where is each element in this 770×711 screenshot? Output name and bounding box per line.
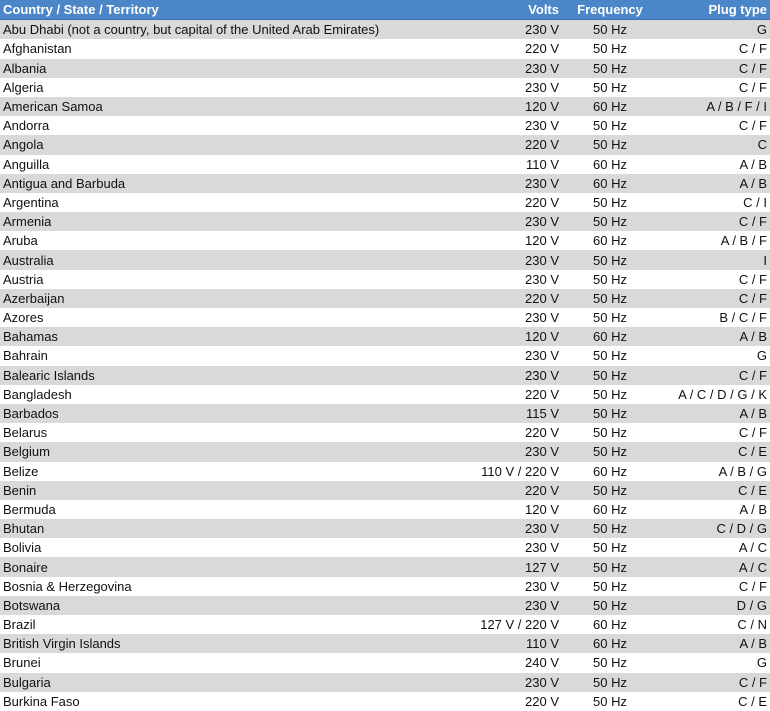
cell-volts[interactable]: 240 V — [470, 653, 562, 672]
cell-frequency[interactable]: 60 Hz — [562, 97, 658, 116]
cell-country[interactable]: Argentina — [0, 193, 470, 212]
cell-frequency[interactable]: 50 Hz — [562, 596, 658, 615]
cell-country[interactable]: Angola — [0, 135, 470, 154]
cell-frequency[interactable]: 50 Hz — [562, 404, 658, 423]
cell-country[interactable]: Albania — [0, 59, 470, 78]
cell-country[interactable]: Botswana — [0, 596, 470, 615]
cell-country[interactable]: Antigua and Barbuda — [0, 174, 470, 193]
cell-plug-type[interactable]: C / E — [658, 442, 770, 461]
cell-country[interactable]: Abu Dhabi (not a country, but capital of the United Arab Emirates) — [0, 20, 470, 40]
cell-frequency[interactable]: 60 Hz — [562, 615, 658, 634]
cell-plug-type[interactable]: A / B — [658, 500, 770, 519]
cell-frequency[interactable]: 50 Hz — [562, 653, 658, 672]
table-row — [0, 366, 770, 385]
cell-plug-type[interactable]: C / E — [658, 481, 770, 500]
cell-plug-type[interactable]: A / C / D / G / K — [658, 385, 770, 404]
cell-frequency[interactable]: 60 Hz — [562, 462, 658, 481]
cell-plug-type[interactable]: C / I — [658, 193, 770, 212]
cell-volts[interactable]: 220 V — [470, 289, 562, 308]
cell-country[interactable]: Brunei — [0, 653, 470, 672]
table-row — [0, 39, 770, 58]
table-row — [0, 135, 770, 154]
header-row — [0, 0, 770, 20]
table-row — [0, 155, 770, 174]
cell-plug-type[interactable]: C / D / G — [658, 519, 770, 538]
table-row — [0, 97, 770, 116]
cell-country[interactable]: Algeria — [0, 78, 470, 97]
cell-volts[interactable]: 127 V / 220 V — [470, 615, 562, 634]
cell-plug-type[interactable]: C / E — [658, 692, 770, 711]
table-row — [0, 346, 770, 365]
cell-frequency[interactable]: 60 Hz — [562, 231, 658, 250]
cell-frequency[interactable]: 60 Hz — [562, 327, 658, 346]
cell-plug-type[interactable]: A / C — [658, 538, 770, 557]
cell-frequency[interactable]: 60 Hz — [562, 500, 658, 519]
cell-volts[interactable]: 230 V — [470, 270, 562, 289]
cell-country[interactable]: Bosnia & Herzegovina — [0, 577, 470, 596]
cell-country[interactable]: Bangladesh — [0, 385, 470, 404]
cell-frequency[interactable]: 60 Hz — [562, 634, 658, 653]
cell-frequency[interactable]: 50 Hz — [562, 385, 658, 404]
cell-plug-type[interactable]: G — [658, 20, 770, 40]
cell-frequency[interactable]: 50 Hz — [562, 557, 658, 576]
cell-volts[interactable]: 230 V — [470, 519, 562, 538]
cell-frequency[interactable]: 50 Hz — [562, 135, 658, 154]
cell-frequency[interactable]: 50 Hz — [562, 116, 658, 135]
table-row — [0, 78, 770, 97]
cell-plug-type[interactable]: A / B — [658, 634, 770, 653]
cell-country[interactable]: Barbados — [0, 404, 470, 423]
cell-plug-type[interactable]: A / B / F — [658, 231, 770, 250]
cell-frequency[interactable]: 50 Hz — [562, 366, 658, 385]
cell-country[interactable]: Bermuda — [0, 500, 470, 519]
cell-volts[interactable]: 220 V — [470, 135, 562, 154]
table-row — [0, 462, 770, 481]
table-row — [0, 692, 770, 711]
cell-frequency[interactable]: 50 Hz — [562, 20, 658, 40]
cell-frequency[interactable]: 50 Hz — [562, 59, 658, 78]
cell-country[interactable]: Bahrain — [0, 346, 470, 365]
cell-country[interactable]: Armenia — [0, 212, 470, 231]
table-row — [0, 116, 770, 135]
cell-frequency[interactable]: 60 Hz — [562, 155, 658, 174]
cell-country[interactable]: Azerbaijan — [0, 289, 470, 308]
cell-frequency[interactable]: 50 Hz — [562, 78, 658, 97]
cell-plug-type[interactable]: C / F — [658, 366, 770, 385]
cell-volts[interactable]: 230 V — [470, 577, 562, 596]
cell-plug-type[interactable]: A / B — [658, 327, 770, 346]
cell-frequency[interactable]: 50 Hz — [562, 692, 658, 711]
cell-plug-type[interactable]: A / B — [658, 404, 770, 423]
cell-plug-type[interactable]: A / B / G — [658, 462, 770, 481]
cell-frequency[interactable]: 50 Hz — [562, 289, 658, 308]
cell-country[interactable]: Bulgaria — [0, 673, 470, 692]
table-row — [0, 519, 770, 538]
cell-country[interactable]: Australia — [0, 250, 470, 269]
cell-volts[interactable]: 230 V — [470, 20, 562, 40]
table-row — [0, 423, 770, 442]
cell-volts[interactable]: 220 V — [470, 481, 562, 500]
cell-country[interactable]: Benin — [0, 481, 470, 500]
table-row — [0, 577, 770, 596]
cell-frequency[interactable]: 50 Hz — [562, 673, 658, 692]
table-row — [0, 385, 770, 404]
cell-volts[interactable]: 230 V — [470, 442, 562, 461]
cell-plug-type[interactable]: C / F — [658, 39, 770, 58]
table-row — [0, 212, 770, 231]
cell-country[interactable]: Bonaire — [0, 557, 470, 576]
table-row — [0, 20, 770, 40]
cell-plug-type[interactable]: C / F — [658, 577, 770, 596]
cell-plug-type[interactable]: A / C — [658, 557, 770, 576]
cell-plug-type[interactable]: C / F — [658, 116, 770, 135]
table-row — [0, 270, 770, 289]
column-header-country[interactable]: Country / State / Territory — [0, 0, 470, 20]
cell-country[interactable]: Aruba — [0, 231, 470, 250]
cell-country[interactable]: Belarus — [0, 423, 470, 442]
cell-frequency[interactable]: 60 Hz — [562, 174, 658, 193]
table-body — [0, 20, 770, 711]
table-row — [0, 231, 770, 250]
cell-plug-type[interactable]: A / B — [658, 155, 770, 174]
cell-plug-type[interactable]: C / F — [658, 289, 770, 308]
cell-volts[interactable]: 220 V — [470, 193, 562, 212]
cell-country[interactable]: Burkina Faso — [0, 692, 470, 711]
cell-frequency[interactable]: 50 Hz — [562, 250, 658, 269]
cell-frequency[interactable]: 50 Hz — [562, 481, 658, 500]
table-row — [0, 481, 770, 500]
table-row — [0, 327, 770, 346]
cell-volts[interactable]: 110 V / 220 V — [470, 462, 562, 481]
table-row — [0, 59, 770, 78]
cell-volts[interactable]: 230 V — [470, 116, 562, 135]
cell-plug-type[interactable]: C / F — [658, 270, 770, 289]
cell-volts[interactable]: 230 V — [470, 174, 562, 193]
cell-country[interactable]: Afghanistan — [0, 39, 470, 58]
table-row — [0, 250, 770, 269]
cell-volts[interactable]: 220 V — [470, 39, 562, 58]
cell-country[interactable]: Bahamas — [0, 327, 470, 346]
cell-frequency[interactable]: 50 Hz — [562, 346, 658, 365]
table-row — [0, 673, 770, 692]
cell-volts[interactable]: 230 V — [470, 346, 562, 365]
cell-volts[interactable]: 230 V — [470, 538, 562, 557]
cell-country[interactable]: Anguilla — [0, 155, 470, 174]
table-row — [0, 193, 770, 212]
cell-country[interactable]: Belgium — [0, 442, 470, 461]
cell-country[interactable]: Andorra — [0, 116, 470, 135]
table-row — [0, 500, 770, 519]
cell-country[interactable]: Azores — [0, 308, 470, 327]
cell-volts[interactable]: 230 V — [470, 308, 562, 327]
cell-volts[interactable]: 115 V — [470, 404, 562, 423]
table-row — [0, 634, 770, 653]
cell-country[interactable]: British Virgin Islands — [0, 634, 470, 653]
table-row — [0, 404, 770, 423]
cell-volts[interactable]: 230 V — [470, 59, 562, 78]
cell-volts[interactable]: 110 V — [470, 634, 562, 653]
cell-plug-type[interactable]: G — [658, 653, 770, 672]
cell-volts[interactable]: 230 V — [470, 78, 562, 97]
cell-country[interactable]: American Samoa — [0, 97, 470, 116]
cell-country[interactable]: Belize — [0, 462, 470, 481]
cell-frequency[interactable]: 50 Hz — [562, 39, 658, 58]
cell-plug-type[interactable]: C / N — [658, 615, 770, 634]
cell-frequency[interactable]: 50 Hz — [562, 538, 658, 557]
cell-plug-type[interactable]: C / F — [658, 423, 770, 442]
cell-country[interactable]: Balearic Islands — [0, 366, 470, 385]
column-header-frequency[interactable]: Frequency — [562, 0, 658, 20]
cell-frequency[interactable]: 50 Hz — [562, 519, 658, 538]
cell-volts[interactable]: 220 V — [470, 385, 562, 404]
cell-plug-type[interactable]: C / F — [658, 59, 770, 78]
cell-plug-type[interactable]: D / G — [658, 596, 770, 615]
cell-frequency[interactable]: 50 Hz — [562, 212, 658, 231]
cell-plug-type[interactable]: C / F — [658, 673, 770, 692]
cell-country[interactable]: Bhutan — [0, 519, 470, 538]
table-row — [0, 615, 770, 634]
cell-frequency[interactable]: 50 Hz — [562, 193, 658, 212]
cell-frequency[interactable]: 50 Hz — [562, 577, 658, 596]
table-header — [0, 0, 770, 20]
cell-volts[interactable]: 220 V — [470, 692, 562, 711]
table-row — [0, 289, 770, 308]
cell-volts[interactable]: 127 V — [470, 557, 562, 576]
table-row — [0, 538, 770, 557]
cell-plug-type[interactable]: C / F — [658, 212, 770, 231]
cell-frequency[interactable]: 50 Hz — [562, 442, 658, 461]
cell-plug-type[interactable]: A / B / F / I — [658, 97, 770, 116]
cell-volts[interactable]: 230 V — [470, 366, 562, 385]
cell-volts[interactable]: 120 V — [470, 327, 562, 346]
cell-volts[interactable]: 110 V — [470, 155, 562, 174]
cell-frequency[interactable]: 50 Hz — [562, 423, 658, 442]
cell-volts[interactable]: 120 V — [470, 97, 562, 116]
cell-plug-type[interactable]: C / F — [658, 78, 770, 97]
cell-volts[interactable]: 230 V — [470, 673, 562, 692]
cell-volts[interactable]: 220 V — [470, 423, 562, 442]
cell-plug-type[interactable]: C — [658, 135, 770, 154]
cell-frequency[interactable]: 50 Hz — [562, 270, 658, 289]
cell-volts[interactable]: 230 V — [470, 250, 562, 269]
table-row — [0, 174, 770, 193]
cell-volts[interactable]: 120 V — [470, 500, 562, 519]
cell-country[interactable]: Bolivia — [0, 538, 470, 557]
cell-plug-type[interactable]: I — [658, 250, 770, 269]
cell-volts[interactable]: 230 V — [470, 212, 562, 231]
cell-volts[interactable]: 230 V — [470, 596, 562, 615]
table-row — [0, 653, 770, 672]
column-header-volts[interactable]: Volts — [470, 0, 562, 20]
table-row — [0, 557, 770, 576]
column-header-plug-type[interactable]: Plug type — [658, 0, 770, 20]
table-row — [0, 308, 770, 327]
cell-country[interactable]: Brazil — [0, 615, 470, 634]
cell-plug-type[interactable]: G — [658, 346, 770, 365]
cell-volts[interactable]: 120 V — [470, 231, 562, 250]
table-row — [0, 596, 770, 615]
cell-plug-type[interactable]: B / C / F — [658, 308, 770, 327]
cell-frequency[interactable]: 50 Hz — [562, 308, 658, 327]
cell-plug-type[interactable]: A / B — [658, 174, 770, 193]
cell-country[interactable]: Austria — [0, 270, 470, 289]
table-row — [0, 442, 770, 461]
